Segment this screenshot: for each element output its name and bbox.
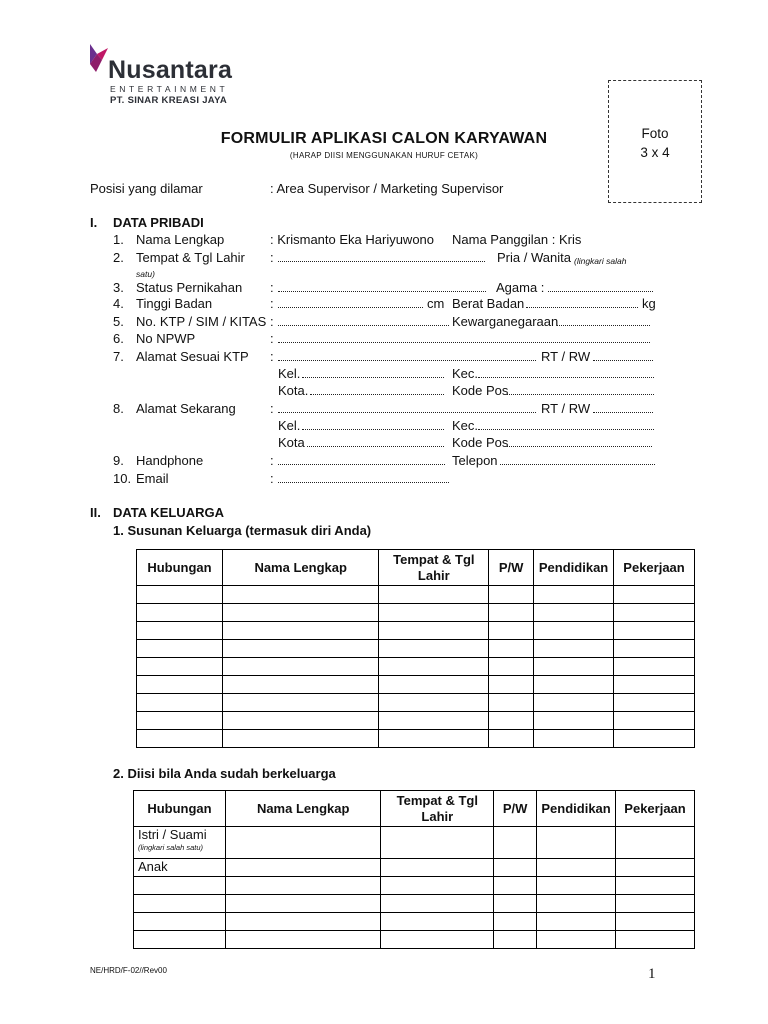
telephone-input[interactable] xyxy=(500,464,655,465)
field-colon: : xyxy=(270,349,274,364)
birth-place-date-input[interactable] xyxy=(278,261,485,262)
current-address-input[interactable] xyxy=(278,412,536,413)
spouse-children-subtitle: 2. Diisi bila Anda sudah berkeluarga xyxy=(113,766,336,781)
table-row xyxy=(137,676,695,694)
ktp-rt-rw-input[interactable] xyxy=(593,360,653,361)
ktp-kelurahan-label: Kel. xyxy=(278,366,301,381)
field-colon: : xyxy=(270,453,274,468)
column-header: Nama Lengkap xyxy=(225,791,381,827)
table-row xyxy=(137,586,695,604)
family-composition-subtitle: 1. Susunan Keluarga (termasuk diri Anda) xyxy=(113,523,372,538)
current-city-label: Kota xyxy=(278,435,305,450)
ktp-kecamatan-label: Kec. xyxy=(452,366,479,381)
current-postal-code-label: Kode Pos xyxy=(452,435,509,450)
gender-note: (lingkari salah xyxy=(574,256,627,266)
company-logo-subtitle: ENTERTAINMENT xyxy=(110,84,229,94)
current-postal-code-input[interactable] xyxy=(507,446,652,447)
column-header: Pekerjaan xyxy=(616,791,695,827)
column-header: Tempat & Tgl Lahir xyxy=(379,550,489,586)
position-value[interactable]: : Area Supervisor / Marketing Supervisor xyxy=(270,181,504,196)
photo-size-label: 3 x 4 xyxy=(640,145,670,160)
item-number: 7. xyxy=(113,349,124,364)
marital-status-input[interactable] xyxy=(278,291,486,292)
company-name: PT. SINAR KREASI JAYA xyxy=(110,95,227,106)
ktp-city-input[interactable] xyxy=(310,394,444,395)
table-row xyxy=(134,877,695,895)
spouse-note: (lingkari salah satu) xyxy=(138,843,204,852)
spouse-label: Istri / Suami xyxy=(138,827,207,842)
column-header: Nama Lengkap xyxy=(222,550,379,586)
handphone-label: Handphone xyxy=(136,453,204,468)
table-row xyxy=(137,622,695,640)
table-row xyxy=(137,604,695,622)
page-number: 1 xyxy=(648,966,656,982)
table-row xyxy=(137,694,695,712)
ktp-kecamatan-input[interactable] xyxy=(478,377,654,378)
npwp-label: No NPWP xyxy=(136,331,196,346)
column-header: Pendidikan xyxy=(534,550,614,586)
item-number: 4. xyxy=(113,296,124,311)
ktp-city-label: Kota. xyxy=(278,383,309,398)
ktp-address-input[interactable] xyxy=(278,360,536,361)
full-name-label: Nama Lengkap xyxy=(136,232,225,247)
current-rt-rw-label: RT / RW xyxy=(541,401,591,416)
form-title: FORMULIR APLIKASI CALON KARYAWAN xyxy=(220,130,548,147)
weight-input[interactable] xyxy=(526,307,638,308)
ktp-postal-code-label: Kode Pos xyxy=(452,383,509,398)
table-row xyxy=(137,712,695,730)
table-row xyxy=(134,913,695,931)
telephone-label: Telepon xyxy=(452,453,498,468)
ktp-postal-code-input[interactable] xyxy=(507,394,654,395)
nationality-input[interactable] xyxy=(557,325,650,326)
table-row xyxy=(137,658,695,676)
position-label: Posisi yang dilamar xyxy=(90,181,203,196)
weight-label: Berat Badan xyxy=(452,296,525,311)
ktp-kelurahan-input[interactable] xyxy=(302,377,444,378)
column-header: Tempat & Tgl Lahir xyxy=(381,791,494,827)
section-2-title: DATA KELUARGA xyxy=(113,505,224,520)
weight-unit: kg xyxy=(642,296,656,311)
table-row xyxy=(134,827,695,859)
photo-label: Foto xyxy=(641,126,669,141)
column-header: P/W xyxy=(489,550,534,586)
logo-mark-icon xyxy=(88,44,110,74)
id-number-label: No. KTP / SIM / KITAS xyxy=(136,314,267,329)
field-colon: : xyxy=(270,280,274,295)
current-address-label: Alamat Sekarang xyxy=(136,401,236,416)
child-label: Anak xyxy=(134,859,226,877)
item-number: 9. xyxy=(113,453,124,468)
height-unit: cm xyxy=(427,296,445,311)
email-input[interactable] xyxy=(278,482,449,483)
full-name-value[interactable]: : Krismanto Eka Hariyuwono xyxy=(270,232,435,247)
column-header: Pendidikan xyxy=(537,791,616,827)
table-row xyxy=(134,859,695,877)
column-header: Hubungan xyxy=(137,550,223,586)
nickname-field[interactable]: Nama Panggilan : Kris xyxy=(452,232,582,247)
field-colon: : xyxy=(270,250,274,265)
table-row xyxy=(137,640,695,658)
email-label: Email xyxy=(136,471,169,486)
nationality-label: Kewarganegaraan xyxy=(452,314,559,329)
form-subtitle: (HARAP DIISI MENGGUNAKAN HURUF CETAK) xyxy=(289,151,479,160)
religion-input[interactable] xyxy=(548,291,653,292)
section-1-title: DATA PRIBADI xyxy=(113,215,204,230)
npwp-input[interactable] xyxy=(278,342,650,343)
item-number: 5. xyxy=(113,314,124,329)
height-label: Tinggi Badan xyxy=(136,296,213,311)
section-2-number: II. xyxy=(90,505,101,520)
column-header: P/W xyxy=(494,791,537,827)
section-1-number: I. xyxy=(90,215,98,230)
column-header: Pekerjaan xyxy=(614,550,695,586)
table-row xyxy=(134,895,695,913)
document-code: NE/HRD/F-02//Rev00 xyxy=(90,966,167,975)
item-number: 2. xyxy=(113,250,124,265)
birth-place-date-label: Tempat & Tgl Lahir xyxy=(136,250,245,265)
current-kelurahan-label: Kel. xyxy=(278,418,301,433)
field-colon: : xyxy=(270,401,274,416)
item-number: 10. xyxy=(113,471,132,486)
column-header: Hubungan xyxy=(134,791,226,827)
table-row xyxy=(137,730,695,748)
field-colon: : xyxy=(270,296,274,311)
ktp-rt-rw-label: RT / RW xyxy=(541,349,591,364)
item-number: 1. xyxy=(113,232,124,247)
id-number-input[interactable] xyxy=(278,325,449,326)
gender-options[interactable]: Pria / Wanita xyxy=(497,250,571,265)
current-kelurahan-input[interactable] xyxy=(302,429,444,430)
spouse-children-table xyxy=(133,790,695,949)
family-composition-table xyxy=(136,549,695,748)
marital-status-label: Status Pernikahan xyxy=(136,280,243,295)
height-input[interactable] xyxy=(278,307,423,308)
current-city-input[interactable] xyxy=(307,446,444,447)
field-colon: : xyxy=(270,471,274,486)
religion-label: Agama : xyxy=(496,280,545,295)
field-colon: : xyxy=(270,314,274,329)
field-colon: : xyxy=(270,331,274,346)
current-rt-rw-input[interactable] xyxy=(593,412,653,413)
current-kecamatan-label: Kec. xyxy=(452,418,479,433)
item-number: 6. xyxy=(113,331,124,346)
item-number: 3. xyxy=(113,280,124,295)
gender-note-continued: satu) xyxy=(136,269,155,279)
table-row xyxy=(134,931,695,949)
handphone-input[interactable] xyxy=(278,464,445,465)
ktp-address-label: Alamat Sesuai KTP xyxy=(136,349,249,364)
item-number: 8. xyxy=(113,401,124,416)
company-logo-name: Nusantara xyxy=(108,56,233,84)
current-kecamatan-input[interactable] xyxy=(478,429,654,430)
